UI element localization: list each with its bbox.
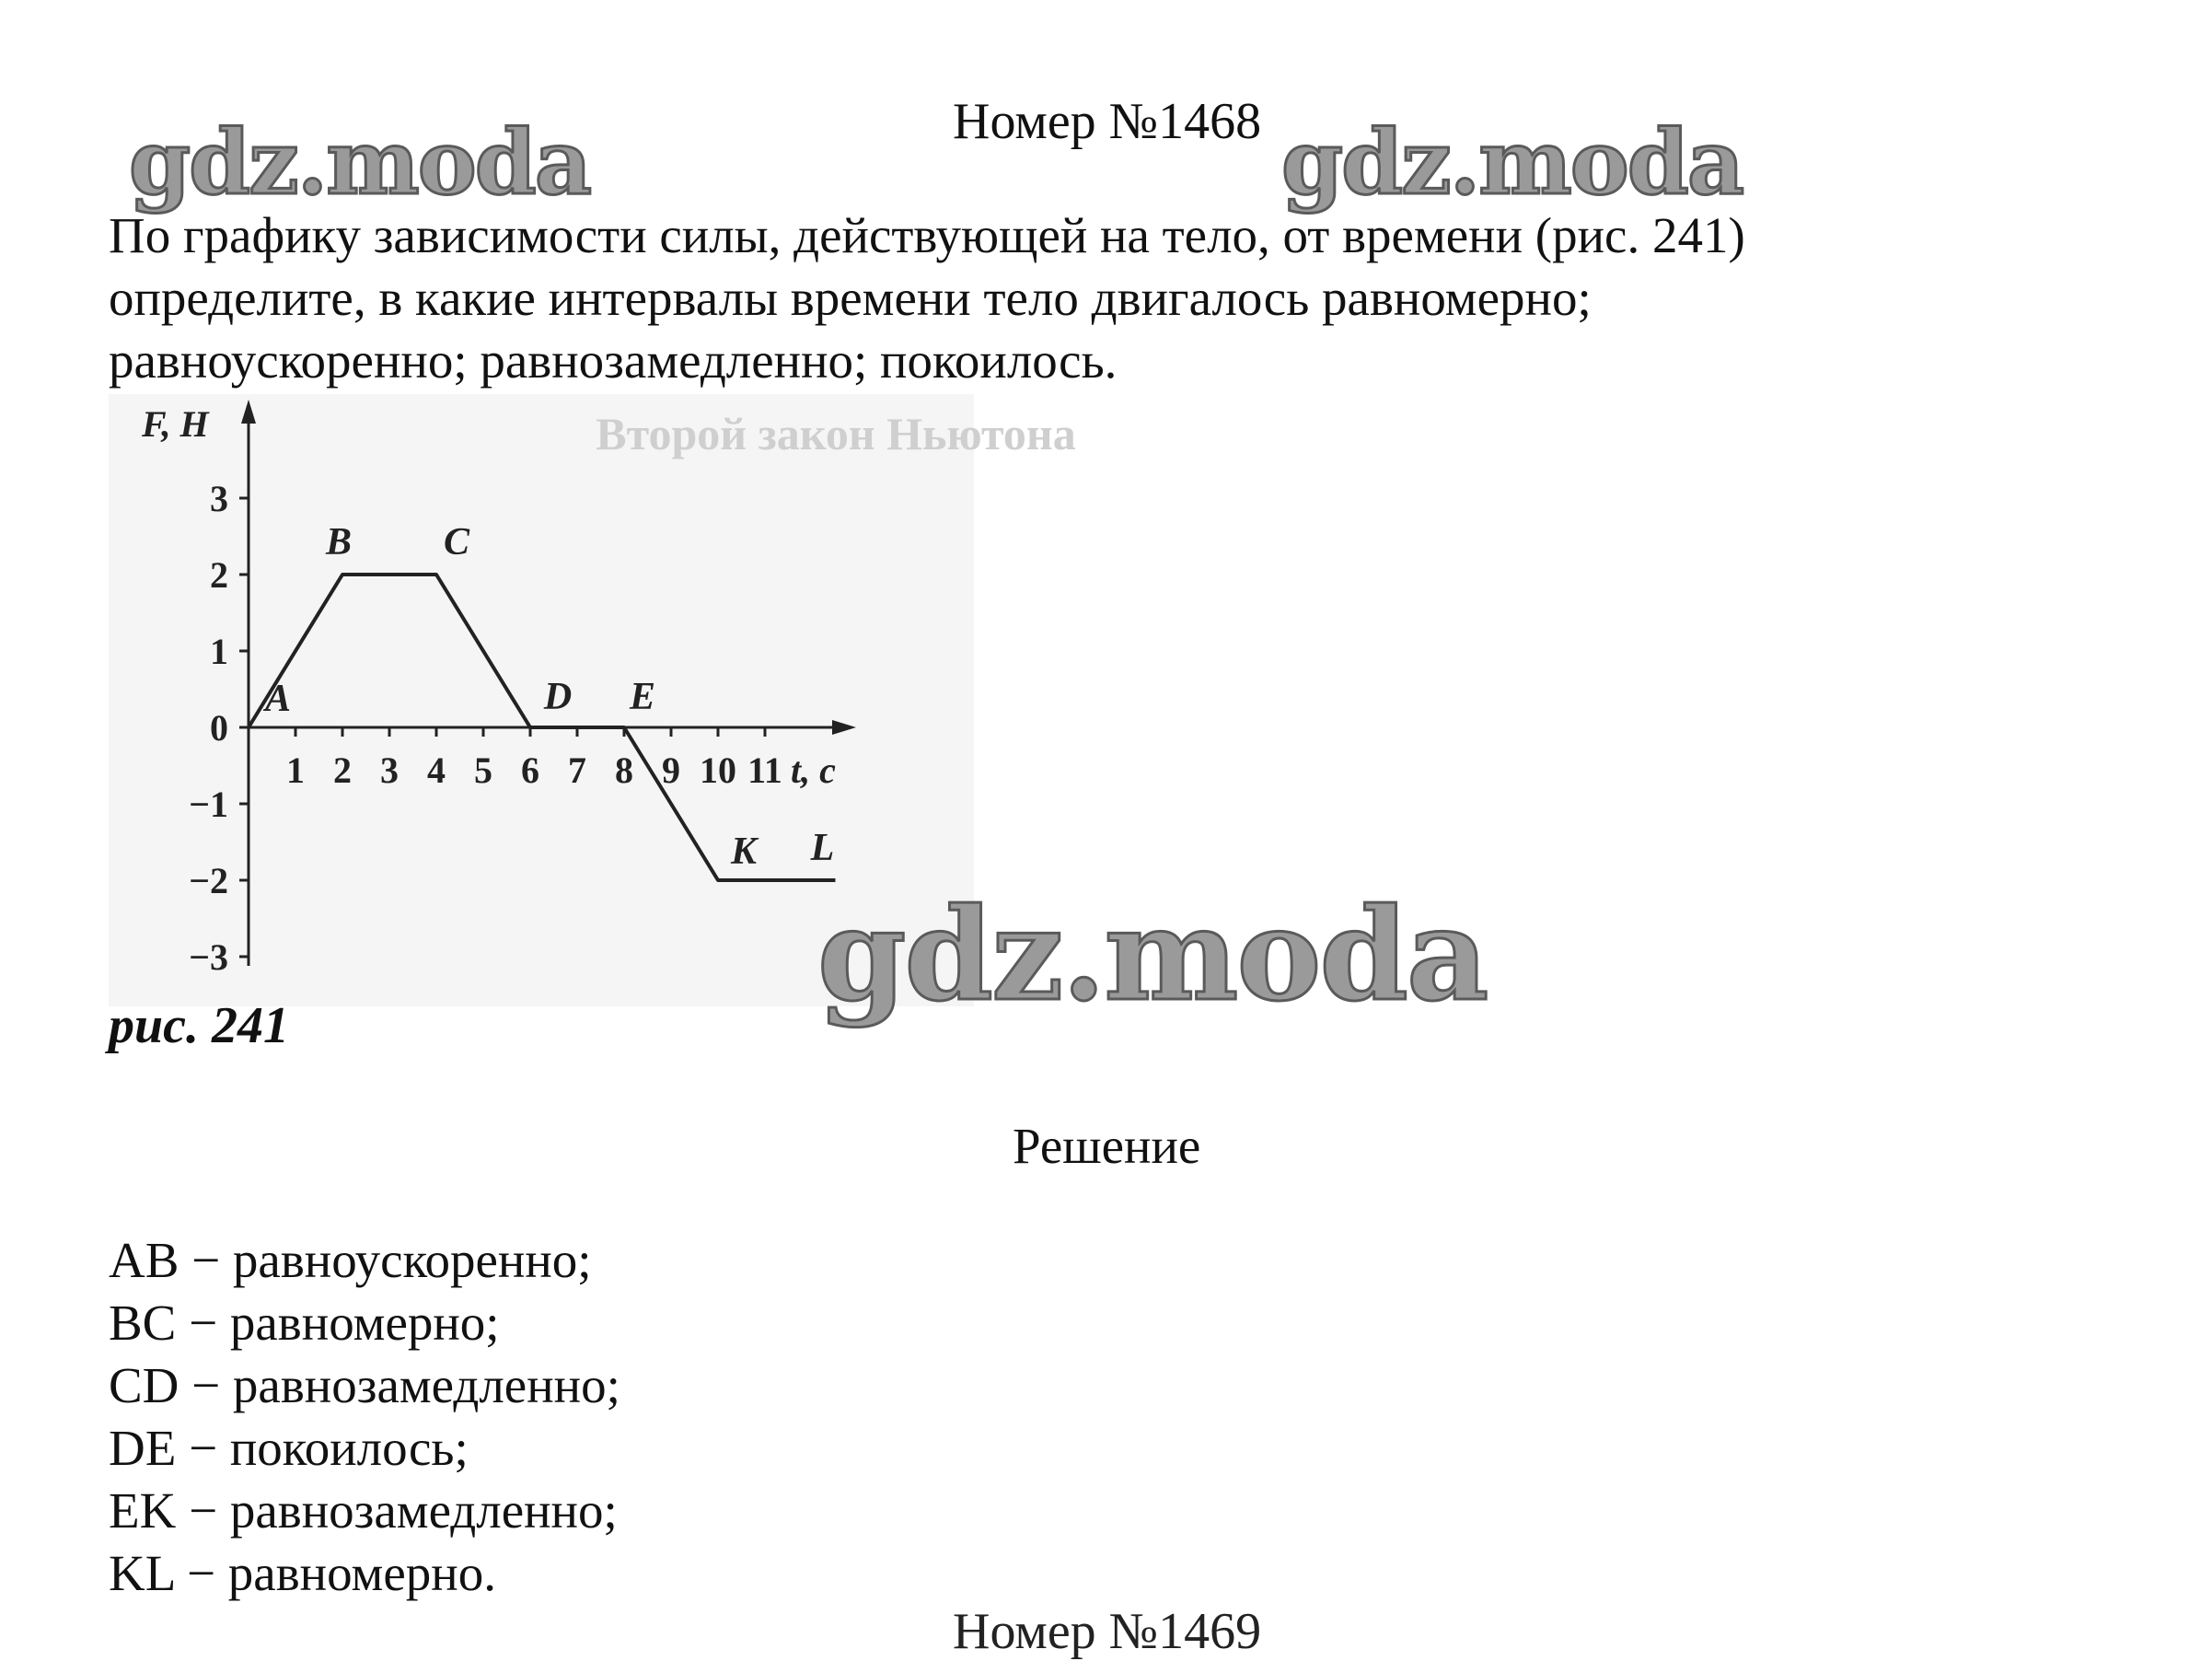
point-label-d: D: [543, 676, 573, 718]
x-tick-label: 5: [474, 749, 492, 791]
x-tick-label: 9: [662, 749, 680, 791]
point-label-e: E: [629, 676, 656, 718]
point-label-b: B: [325, 521, 353, 563]
x-axis-arrow: [832, 720, 856, 735]
point-label-a: A: [264, 678, 292, 720]
x-tick-label: 1: [286, 749, 305, 791]
figure-caption: рис. 241: [109, 997, 289, 1054]
answer-item: KL − равномерно.: [109, 1545, 496, 1601]
watermark-logo: gdz.moda: [817, 879, 1488, 1029]
point-label-c: C: [443, 521, 470, 563]
y-tick-label: 0: [210, 707, 228, 749]
y-axis-arrow: [241, 400, 256, 424]
page-title: Номер №1468: [953, 93, 1262, 150]
next-problem-title: Номер №1469: [953, 1603, 1262, 1660]
y-tick-label: −3: [189, 936, 228, 978]
watermark-logo: gdz.moda: [1281, 110, 1743, 215]
x-tick-label: 6: [521, 749, 539, 791]
x-tick-label: 3: [380, 749, 399, 791]
problem-statement: [109, 204, 2134, 392]
x-tick-label: 8: [615, 749, 633, 791]
problem-line: По графику зависимости силы, действующей на тело, от времени (рис. 241): [109, 207, 1745, 263]
solution-heading: Решение: [1013, 1118, 1201, 1174]
y-tick-label: 1: [210, 631, 228, 672]
problem-line: определите, в какие интервалы времени тело двигалось равномерно;: [109, 270, 1592, 326]
answer-item: BC − равномерно;: [109, 1295, 500, 1351]
y-tick-label: 3: [210, 478, 228, 519]
x-axis-label: t, c: [791, 749, 836, 791]
point-label-l: L: [810, 827, 835, 869]
x-tick-label: 7: [568, 749, 586, 791]
answer-item: DE − покоилось;: [109, 1420, 469, 1476]
answer-item: CD − равнозамедленно;: [109, 1357, 620, 1413]
watermark-logo: gdz.moda: [129, 110, 591, 215]
answer-list: [109, 1229, 620, 1605]
y-tick-label: −2: [189, 860, 228, 901]
point-label-k: K: [730, 830, 758, 873]
y-axis-label: F, H: [142, 403, 209, 445]
x-tick-label: 10: [700, 749, 736, 791]
x-tick-label: 11: [747, 749, 782, 791]
x-tick-label: 4: [427, 749, 446, 791]
answer-item: EK − равнозамедленно;: [109, 1482, 618, 1539]
x-tick-label: 2: [333, 749, 352, 791]
answer-item: AB − равноускоренно;: [109, 1232, 592, 1288]
figure-background-text: Второй закон Ньютона: [596, 408, 1076, 459]
y-tick-label: 2: [210, 554, 228, 596]
y-tick-label: −1: [189, 784, 228, 825]
problem-line: равноускоренно; равнозамедленно; покоилось.: [109, 332, 1118, 389]
